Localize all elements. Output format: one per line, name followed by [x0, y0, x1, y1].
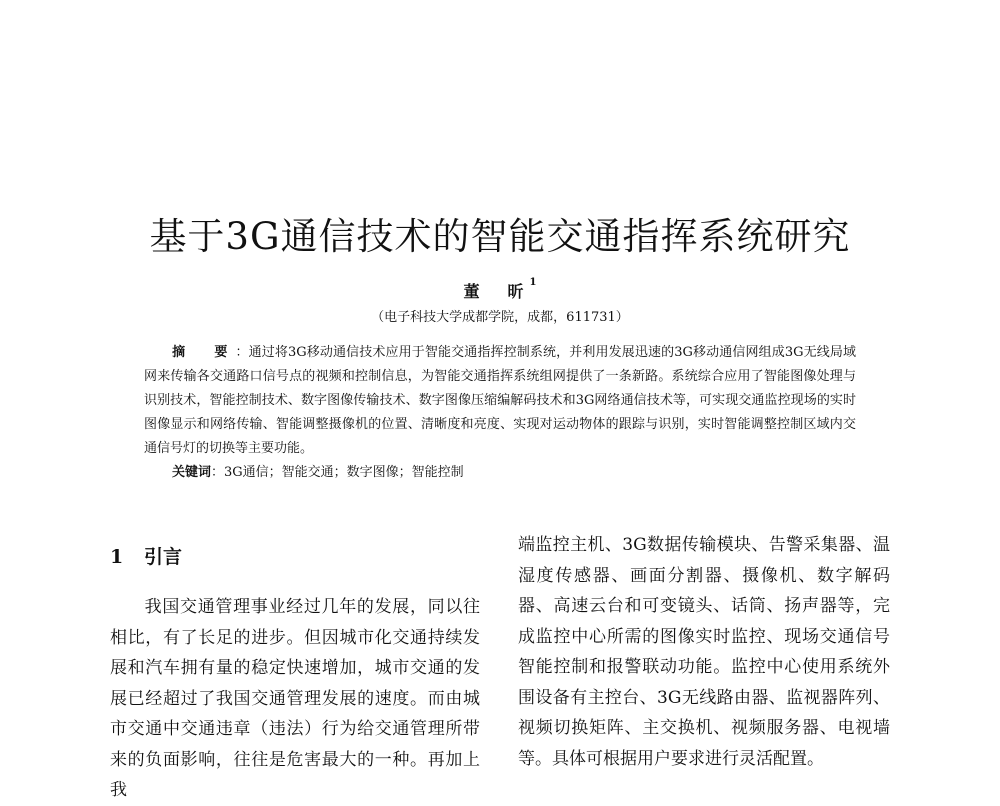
affiliation: （电子科技大学成都学院，成都，611731）: [371, 310, 629, 325]
section-title: 引言: [144, 546, 183, 568]
left-column-paragraph: [110, 592, 480, 806]
keywords-label: 关键词: [172, 465, 212, 480]
section-number: 1: [110, 546, 124, 568]
abstract-label: 摘 要: [172, 345, 236, 360]
abstract: [144, 341, 856, 461]
left-column-text: 我国交通管理事业经过几年的发展，同以往相比，有了长足的进步。但因城市化交通持续发展和汽车拥有量的稳定快速增加，城市交通的发展已经超过了我国交通管理发展的速度。而由城市交通中交通违章（违法）行为给交通管理所带来的负面影响，往往是危害最大的一种。再加上我: [110, 597, 480, 800]
abstract-text: ：通过将3G移动通信技术应用于智能交通指挥控制系统，并利用发展迅速的3G移动通信网组成3G无线局域网来传输各交通路口信号点的视频和控制信息，为智能交通指挥系统组网提供了一条新路。系统综合应用了智能图像处理与识别技术，智能控制技术、数字图像传输技术、数字图像压缩编解码技术和3G网络通信技术等，可实现交通监控现场的实时图像显示和网络传输、智能调整摄像机的位置、清晰度和亮度、实现对运动物体的跟踪与识别，实时智能调整控制区域内交通信号灯的切换等主要功能。: [144, 345, 856, 456]
right-column-paragraph: 端监控主机、3G数据传输模块、告警采集器、温湿度传感器、画面分割器、摄像机、数字解码器、高速云台和可变镜头、话筒、扬声器等，完成监控中心所需的图像实时监控、现场交通信号智能控制和报警联动功能。监控中心使用系统外围设备有主控台、3G无线路由器、监视器阵列、视频切换矩阵、主交换机、视频服务器、电视墙等。具体可根据用户要求进行灵活配置。: [518, 535, 890, 769]
author-name: 董 昕: [463, 282, 530, 301]
keywords: [172, 461, 862, 485]
keywords-text: ：3G通信；智能交通；数字图像；智能控制: [211, 465, 464, 480]
author-affiliation-mark: 1: [529, 277, 537, 288]
section-heading: [110, 542, 182, 569]
author-line: [0, 279, 1000, 302]
paper-title: 基于3G通信技术的智能交通指挥系统研究: [149, 215, 851, 258]
